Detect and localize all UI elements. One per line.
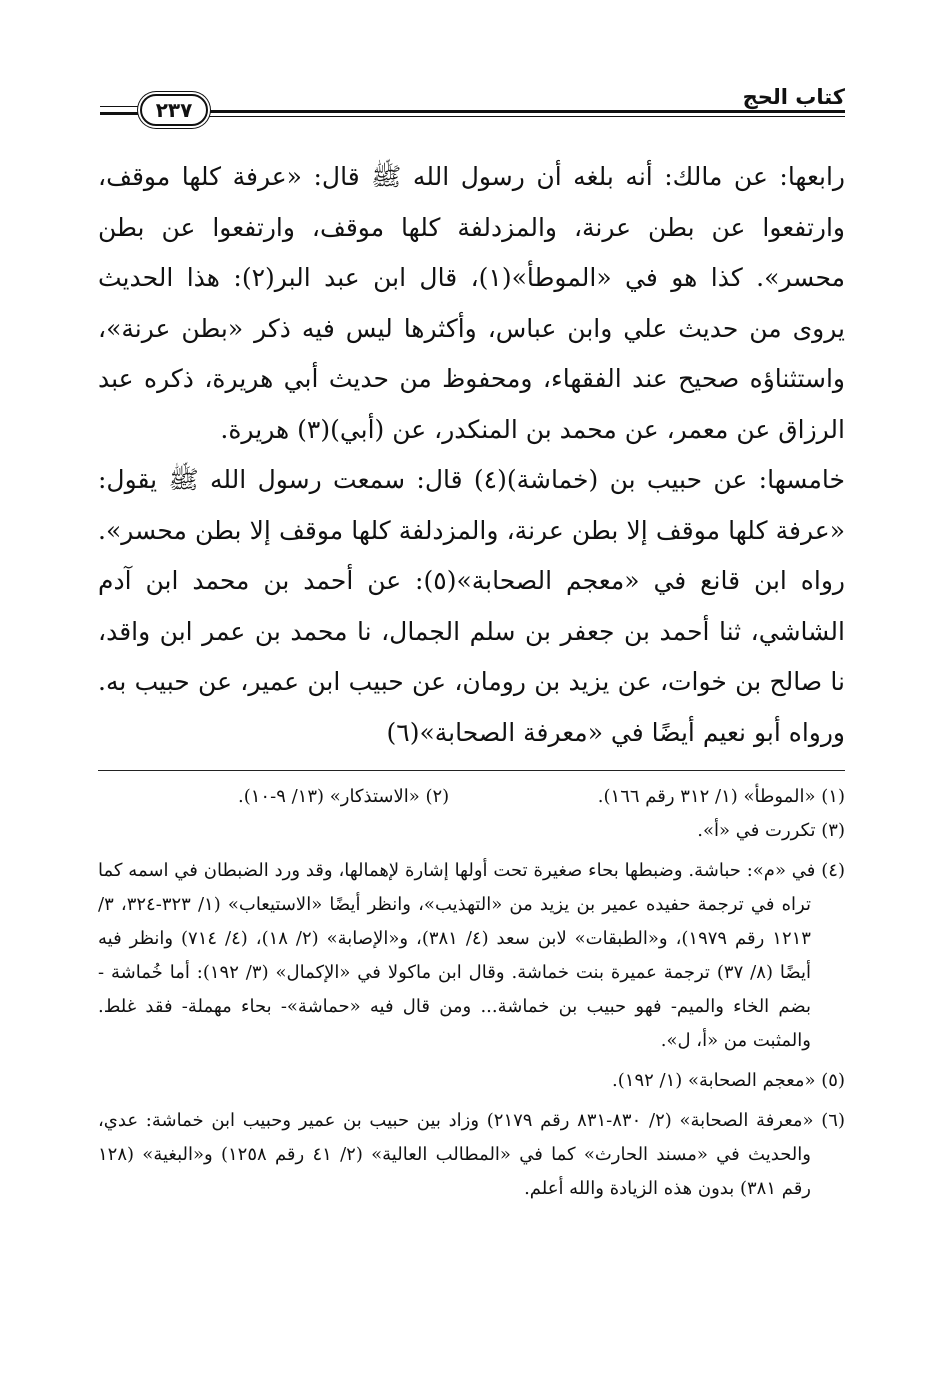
book-title: كتاب الحج xyxy=(742,85,845,109)
page-number: ٢٣٧ xyxy=(140,94,208,126)
header-rule-left-thin xyxy=(100,106,140,107)
footnote-2: (٢) «الاستذكار» (١٣/ ٩-١٠). xyxy=(238,786,450,807)
header-rule-thick xyxy=(200,110,845,113)
footnote-4: (٤) في «م»: حباشة. وضبطها بحاء صغيرة تحت أولها إشارة لإهمالها، وقد ورد الضبطان في اسمه كما تراه في ترجمة حفيده عمير بن يزيد من «التهذيب»، وانظر أيضًا «الاستيعاب» (١/ ٣٢٣-٣٢٤، ٣/ ١٢١٣ رقم ١٩٧٩)، و«الطبقات» لابن سعد (٤/ ٣٨١)، و«الإصابة» (٢/ ١٨)، (٤/ ٧١٤) وانظر فيه أيضًا (٨/ ٣٧) ترجمة عميرة بنت خماشة. وقال ابن ماكولا في «الإكمال» (٣/ ١٩٢): أما خُماشة - بضم الخاء والميم- فهو حبيب بن خماشة... ومن قال فيه «حماشة»- بحاء مهملة- فقد غلط. والمثبت من «أ، ل». xyxy=(98,860,845,1051)
footnotes xyxy=(98,780,845,1206)
footnote-3: (٣) تكررت في «أ». xyxy=(697,820,845,841)
main-text xyxy=(98,152,845,758)
footnote-6: (٦) «معرفة الصحابة» (٢/ ٨٣٠-٨٣١ رقم ٢١٧٩) وزاد بين حبيب بن عمير وحبيب ابن خماشة: عدي، والحديث في «مسند الحارث» كما في «المطالب العالية» (٢/ ٤١ رقم ١٢٥٨) و«البغية» (١٢٨ رقم ٣٨١) بدون هذه الزيادة والله أعلم. xyxy=(98,1110,845,1199)
page-header xyxy=(100,82,845,126)
header-rule-thin xyxy=(200,116,845,117)
footnote-divider xyxy=(98,770,845,771)
footnote-row-1-2 xyxy=(98,780,845,814)
header-rule-left-thick xyxy=(100,112,140,115)
paragraph-fifth: خامسها: عن حبيب بن (خماشة)(٤) قال: سمعت رسول الله ﷺ يقول: «عرفة كلها موقف إلا بطن عرنة، والمزدلفة كلها موقف إلا بطن محسر». رواه ابن قانع في «معجم الصحابة»(٥): عن أحمد بن محمد ابن آدم الشاشي، ثنا أحمد بن جعفر بن سلم الجمال، نا محمد بن عمر ابن واقد، نا صالح بن خوات، عن يزيد بن رومان، عن حبيب ابن عمير، عن حبيب به. ورواه أبو نعيم أيضًا في «معرفة الصحابة»(٦) xyxy=(98,465,845,747)
footnote-5: (٥) «معجم الصحابة» (١/ ١٩٢). xyxy=(612,1070,845,1091)
paragraph-fourth: رابعها: عن مالك: أنه بلغه أن رسول الله ﷺ قال: «عرفة كلها موقف، وارتفعوا عن بطن عرنة، والمزدلفة كلها موقف، وارتفعوا عن بطن محسر». كذا هو في «الموطأ»(١)، قال ابن عبد البر(٢): هذا الحديث يروى من حديث علي وابن عباس، وأكثرها ليس فيه ذكر «بطن عرنة»، واستثناؤه صحيح عند الفقهاء، ومحفوظ من حديث أبي هريرة، ذكره عبد الرزاق عن معمر، عن محمد بن المنكدر، عن (أبي)(٣) هريرة. xyxy=(98,162,846,444)
footnote-1: (١) «الموطأ» (١/ ٣١٢ رقم ١٦٦). xyxy=(597,786,845,807)
